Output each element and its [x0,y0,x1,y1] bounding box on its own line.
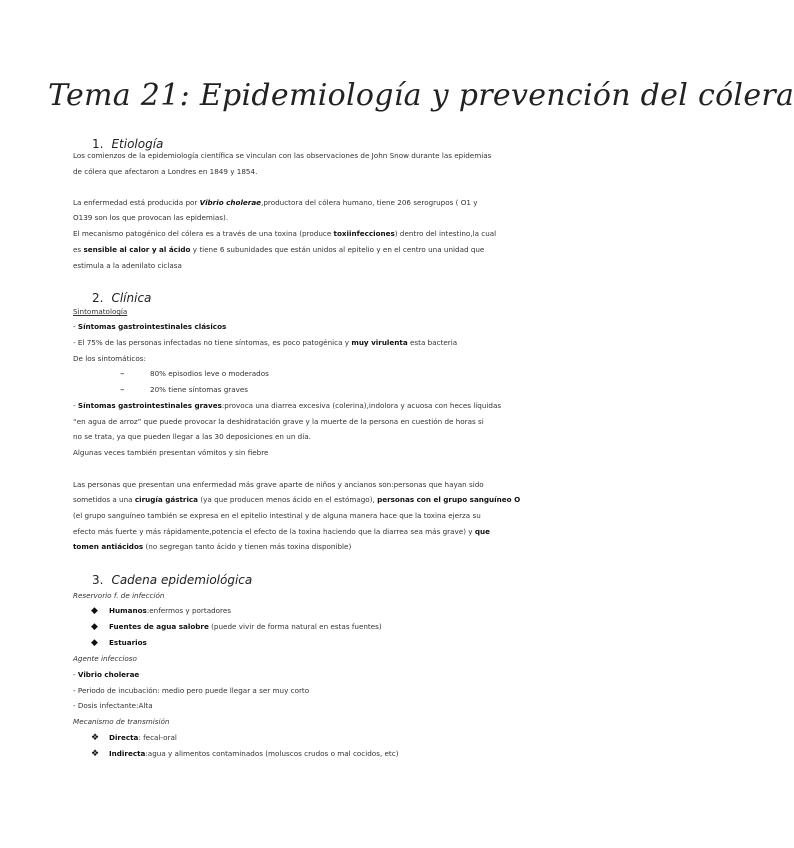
bold-term: tomen antiácidos [73,542,144,551]
list-item [91,749,399,759]
list-item-text: :enfermos y portadores [146,606,232,615]
bold-term: sensible al calor y al ácido [83,245,191,254]
bold-term: cirugía gástrica [134,495,199,504]
paragraph-line [73,527,490,536]
bold-term: Directa [109,733,139,742]
text-run: y tiene 6 subunidades que están unidos al epitelio y en el centro una unidad que [190,245,485,254]
paragraph-line: - Periodo de incubación: medio pero puede llegar a ser muy corto [73,686,310,695]
subheading-agente: Agente infeccioso [73,654,137,663]
paragraph-line: de cólera que afectaron a Londres en 1849 y 1854. [73,167,258,176]
paragraph-line [73,338,457,347]
subheading-mecanismo: Mecanismo de transmisión [73,717,170,726]
subheading-reservorio: Reservorio f. de infección [73,591,165,600]
bold-term: Humanos [109,606,147,615]
paragraph-line: Algunas veces también presentan vómitos y sin fiebre [73,448,269,457]
paragraph-line: “en agua de arroz” que puede provocar la deshidratación grave y la muerte de la persona en cuestión de horas si [73,417,484,426]
text-run: esta bacteria [407,338,458,347]
paragraph-line: (el grupo sanguíneo también se expresa en el epitelio intestinal y de alguna manera hace que la toxina ejerza su [73,511,481,520]
text-run: - El 75% de las personas infectadas no tiene síntomas, es poco patogénica y [73,338,352,347]
section-number: 3. [92,573,104,587]
bold-term: Indirecta [109,749,146,758]
list-item-text: (puede vivir de forma natural en estas fuentes) [208,622,382,631]
text-run: ) dentro del intestino,la cual [394,229,497,238]
list-item [91,622,382,632]
list-item-text: : fecal-oral [138,733,177,742]
text-run: es [73,245,84,254]
diamond-bullet-icon: ◆ [91,606,98,616]
bold-term: Fuentes de agua salobre [109,622,209,631]
section-heading-cadena [92,573,252,587]
paragraph-line [73,670,139,679]
text-run: (ya que producen menos ácido en el estómago), [198,495,378,504]
list-item-text: 80% episodios leve o moderados [150,369,269,378]
bold-term: Vibrio cholerae [199,198,262,207]
bold-term: Estuarios [109,638,147,647]
paragraph-line: Las personas que presentan una enfermedad más grave aparte de niños y ancianos son:personas que hayan sido [73,480,484,489]
section-title: Clínica [111,291,152,305]
text-run: (no segregan tanto ácido y tienen más toxina disponible) [143,542,352,551]
bold-term: muy virulenta [351,338,408,347]
paragraph-line [73,198,478,207]
paragraph-line [73,401,501,410]
fourstar-bullet-icon: ❖ [91,733,100,743]
diamond-bullet-icon: ◆ [91,622,98,632]
section-title: Etiología [111,137,164,151]
text-run: El mecanismo patogénico del cólera es a través de una toxina (produce [73,229,334,238]
bold-term: toxiinfecciones [333,229,395,238]
text-run: - [73,401,78,410]
paragraph-line [73,245,484,254]
page-title: Tema 21: Epidemiología y prevención del cólera [48,78,794,113]
paragraph-line: estimula a la adenilato ciclasa [73,261,182,270]
section-heading-clinica [92,291,151,305]
section-number: 2. [92,291,104,305]
bold-term: personas con el grupo sanguíneo O [377,495,521,504]
paragraph-line: O139 son los que provocan las epidemias). [73,213,229,222]
paragraph-line: no se trata, ya que pueden llegar a las 30 deposiciones en un día. [73,432,311,441]
bold-term: que [474,527,490,536]
text-run: sometidos a una [73,495,135,504]
paragraph-line [73,495,520,504]
paragraph-line [73,542,351,551]
paragraph-line: - Dosis infectante:Alta [73,701,153,710]
list-item [120,369,269,379]
text-run: :provoca una diarrea excesiva (colerina),indolora y acuosa con heces líquidas [221,401,502,410]
text-run: La enfermedad está producida por [73,198,200,207]
bold-term: Síntomas gastrointestinales graves [77,401,222,410]
section-heading-etiologia [92,137,163,151]
list-item [91,733,177,743]
fourstar-bullet-icon: ❖ [91,749,100,759]
diamond-bullet-icon: ◆ [91,638,98,648]
list-item-text: 20% tiene síntomas graves [150,385,249,394]
dash-marker: – [120,369,125,379]
list-item-text: :agua y alimentos contaminados (moluscos crudos o mal cocidos, etc) [145,749,399,758]
bold-term: Síntomas gastrointestinales clásicos [77,322,227,331]
paragraph-line [73,322,226,331]
bold-term: Vibrio cholerae [77,670,140,679]
text-run: efecto más fuerte y más rápidamente,potencia el efecto de la toxina haciendo que la diarrea sea más grave) y [73,527,475,536]
text-run: - [73,322,78,331]
dash-marker: – [120,385,125,395]
paragraph-line [73,229,496,238]
section-title: Cadena epidemiológica [111,573,253,587]
list-item [91,638,147,648]
list-item [120,385,248,395]
section-number: 1. [92,137,104,151]
text-run: ,productora del cólera humano, tiene 206 serogrupos ( O1 y [261,198,478,207]
list-item [91,606,231,616]
paragraph-line: De los sintomáticos: [73,354,146,363]
paragraph-line: Los comienzos de la epidemiología científica se vinculan con las observaciones de John Snow durante las epidemias [73,151,492,160]
subheading-sintomatologia: Sintomatología [73,307,128,316]
text-run: - [73,670,78,679]
